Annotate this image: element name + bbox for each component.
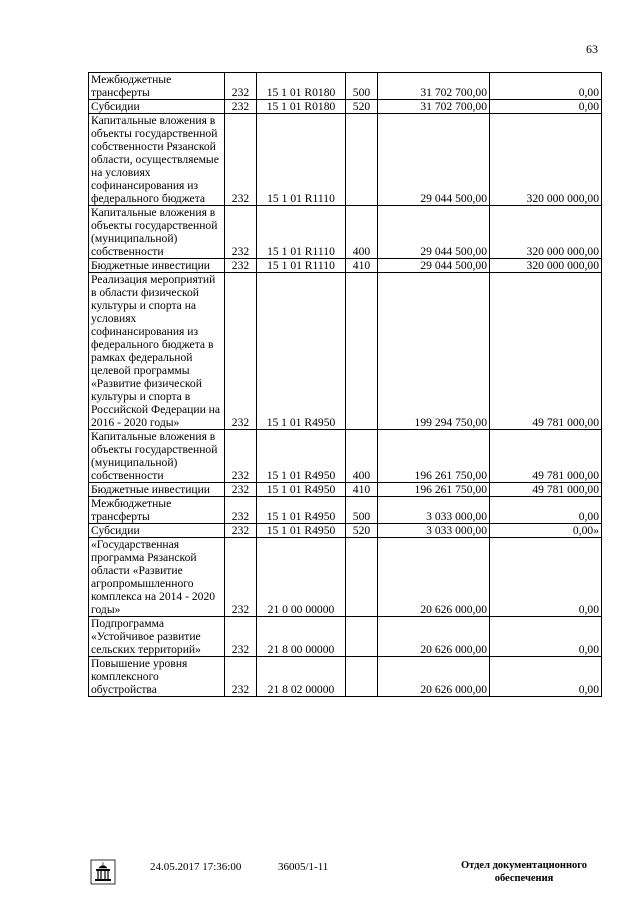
row-vr-cell: 410: [346, 483, 378, 497]
table-row: [89, 657, 602, 697]
row-code-cell: 232: [225, 259, 257, 273]
row-code-cell: 232: [225, 100, 257, 114]
row-sum2-cell: 49 781 000,00: [490, 430, 602, 483]
row-vr-cell: 520: [346, 524, 378, 538]
row-vr-cell: [346, 114, 378, 206]
row-name-cell: Капитальные вложения в объекты государственной (муниципальной) собственности: [89, 206, 225, 259]
duma-emblem-icon: [90, 859, 116, 885]
table-row: [89, 73, 602, 100]
row-vr-cell: 400: [346, 206, 378, 259]
row-name-cell: Субсидии: [89, 524, 225, 538]
row-article-cell: 15 1 01 R0180: [257, 100, 346, 114]
table-row: [89, 483, 602, 497]
row-code-cell: 232: [225, 617, 257, 657]
row-name-cell: Повышение уровня комплексного обустройства: [89, 657, 225, 697]
row-vr-cell: 520: [346, 100, 378, 114]
table-row: [89, 206, 602, 259]
footer-department: Отдел документационного обеспечения: [460, 860, 588, 884]
row-name-cell: Бюджетные инвестиции: [89, 483, 225, 497]
row-sum1-cell: 196 261 750,00: [378, 430, 490, 483]
row-vr-cell: 500: [346, 497, 378, 524]
row-sum2-cell: 320 000 000,00: [490, 114, 602, 206]
table-row: [89, 100, 602, 114]
row-sum1-cell: 31 702 700,00: [378, 100, 490, 114]
row-sum2-cell: 49 781 000,00: [490, 273, 602, 430]
row-sum1-cell: 3 033 000,00: [378, 524, 490, 538]
row-code-cell: 232: [225, 524, 257, 538]
row-sum2-cell: 49 781 000,00: [490, 483, 602, 497]
row-article-cell: 15 1 01 R1110: [257, 259, 346, 273]
row-article-cell: 15 1 01 R4950: [257, 483, 346, 497]
row-article-cell: 21 8 00 00000: [257, 617, 346, 657]
footer-doc-number: 36005/1-11: [278, 861, 329, 873]
row-sum1-cell: 29 044 500,00: [378, 259, 490, 273]
row-article-cell: 15 1 01 R4950: [257, 430, 346, 483]
row-code-cell: 232: [225, 73, 257, 100]
budget-table: [88, 72, 602, 697]
row-sum1-cell: 20 626 000,00: [378, 617, 490, 657]
row-name-cell: Подпрограмма «Устойчивое развитие сельских территорий»: [89, 617, 225, 657]
row-article-cell: 15 1 01 R4950: [257, 273, 346, 430]
table-row: [89, 617, 602, 657]
row-name-cell: Реализация мероприятий в области физической культуры и спорта на условиях софинансирования из федерального бюджета в рамках федеральной целевой программы «Развитие физической культуры и спорта в Российской Федерации на 2016 - 2020 годы»: [89, 273, 225, 430]
row-vr-cell: 500: [346, 73, 378, 100]
row-vr-cell: [346, 617, 378, 657]
row-sum1-cell: 20 626 000,00: [378, 657, 490, 697]
row-sum2-cell: 320 000 000,00: [490, 206, 602, 259]
row-sum1-cell: 20 626 000,00: [378, 538, 490, 617]
row-vr-cell: [346, 273, 378, 430]
row-vr-cell: [346, 538, 378, 617]
row-code-cell: 232: [225, 538, 257, 617]
row-code-cell: 232: [225, 206, 257, 259]
row-code-cell: 232: [225, 497, 257, 524]
row-article-cell: 15 1 01 R4950: [257, 524, 346, 538]
table-row: [89, 538, 602, 617]
table-row: [89, 259, 602, 273]
row-article-cell: 15 1 01 R1110: [257, 114, 346, 206]
row-sum2-cell: 0,00: [490, 497, 602, 524]
row-sum1-cell: 3 033 000,00: [378, 497, 490, 524]
row-code-cell: 232: [225, 483, 257, 497]
row-sum1-cell: 196 261 750,00: [378, 483, 490, 497]
table-row: [89, 273, 602, 430]
row-sum2-cell: 0,00»: [490, 524, 602, 538]
row-sum2-cell: 0,00: [490, 100, 602, 114]
row-sum1-cell: 29 044 500,00: [378, 206, 490, 259]
row-article-cell: 15 1 01 R4950: [257, 497, 346, 524]
row-name-cell: Бюджетные инвестиции: [89, 259, 225, 273]
row-sum2-cell: 0,00: [490, 617, 602, 657]
row-name-cell: Капитальные вложения в объекты государственной (муниципальной) собственности: [89, 430, 225, 483]
row-code-cell: 232: [225, 273, 257, 430]
footer-date: 24.05.2017 17:36:00: [150, 861, 242, 873]
row-name-cell: «Государственная программа Рязанской области «Развитие агропромышленного комплекса на 2014 - 2020 годы»: [89, 538, 225, 617]
row-article-cell: 21 0 00 00000: [257, 538, 346, 617]
row-name-cell: Капитальные вложения в объекты государственной собственности Рязанской области, осуществляемые на условиях софинансирования из федерального бюджета: [89, 114, 225, 206]
row-code-cell: 232: [225, 114, 257, 206]
row-sum1-cell: 199 294 750,00: [378, 273, 490, 430]
table-row: [89, 114, 602, 206]
page-number: 63: [586, 42, 598, 56]
row-article-cell: 15 1 01 R1110: [257, 206, 346, 259]
row-sum2-cell: 0,00: [490, 657, 602, 697]
row-name-cell: Межбюджетные трансферты: [89, 497, 225, 524]
row-article-cell: 21 8 02 00000: [257, 657, 346, 697]
row-vr-cell: 410: [346, 259, 378, 273]
row-sum1-cell: 29 044 500,00: [378, 114, 490, 206]
row-article-cell: 15 1 01 R0180: [257, 73, 346, 100]
table-row: [89, 430, 602, 483]
row-code-cell: 232: [225, 657, 257, 697]
row-vr-cell: 400: [346, 430, 378, 483]
table-row: [89, 497, 602, 524]
row-sum2-cell: 0,00: [490, 73, 602, 100]
row-name-cell: Межбюджетные трансферты: [89, 73, 225, 100]
row-vr-cell: [346, 657, 378, 697]
row-name-cell: Субсидии: [89, 100, 225, 114]
row-sum2-cell: 320 000 000,00: [490, 259, 602, 273]
row-sum1-cell: 31 702 700,00: [378, 73, 490, 100]
table-row: [89, 524, 602, 538]
row-sum2-cell: 0,00: [490, 538, 602, 617]
row-code-cell: 232: [225, 430, 257, 483]
footer: [0, 859, 640, 899]
